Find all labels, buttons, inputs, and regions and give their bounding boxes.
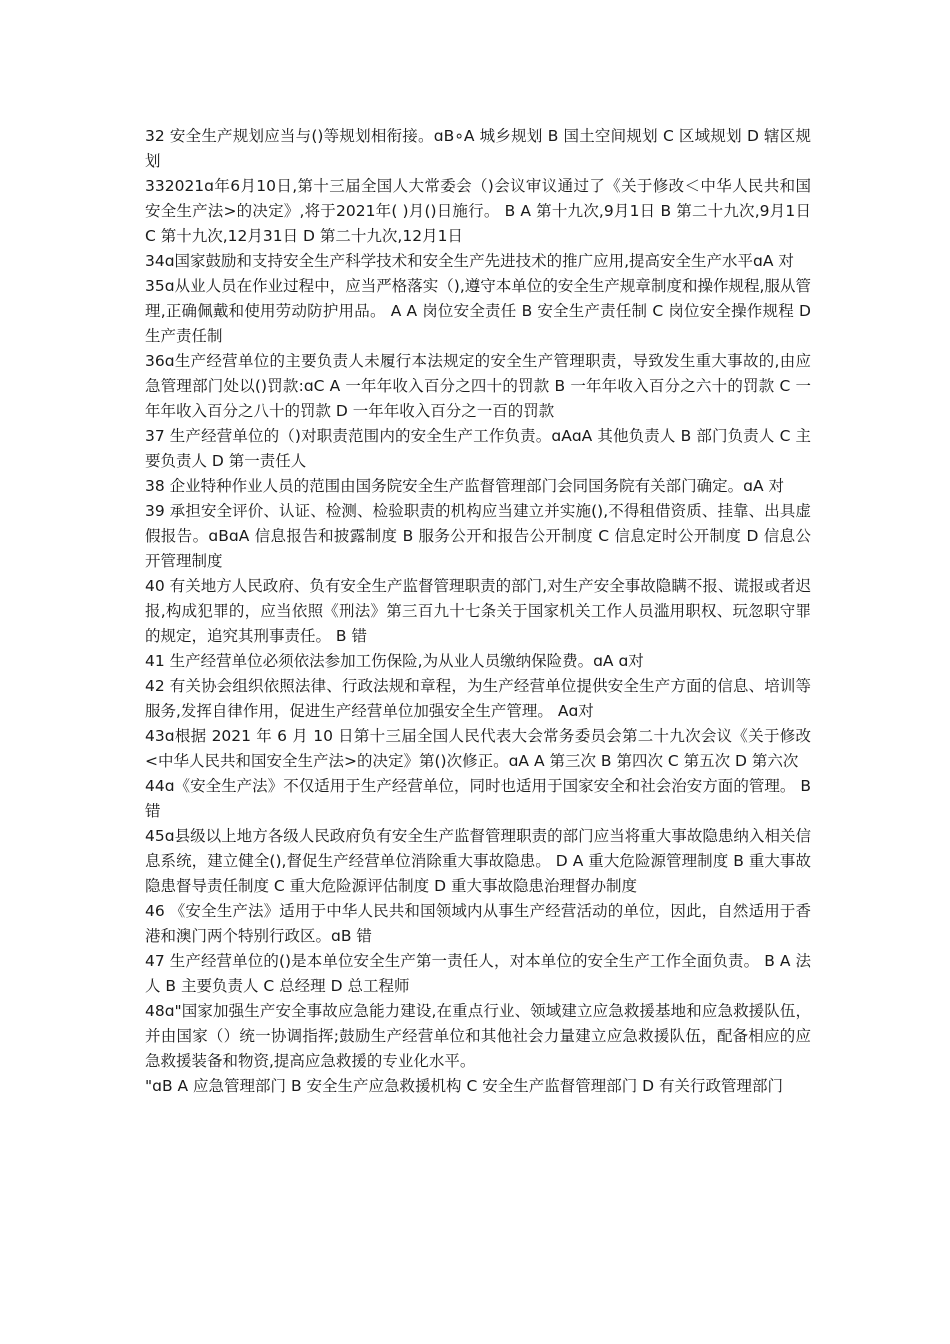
question-34: 34ɑ国家鼓励和支持安全生产科学技术和安全生产先进技术的推广应用,提高安全生产水平ɑA 对 bbox=[145, 252, 794, 270]
question-43: 43ɑ根据 2021 年 6 月 10 日第十三届全国人民代表大会常务委员会第二十九次会议《关于修改<中华人民共和国安全生产法>的决定》第()次修正。ɑA A 第三次 B 第四次 C 第五次 D 第六次 bbox=[145, 727, 811, 770]
question-40: 40 有关地方人民政府、负有安全生产监督管理职责的部门,对生产安全事故隐瞒不报、谎报或者迟报,构成犯罪的，应当依照《刑法》第三百九十七条关于国家机关工作人员滥用职权、玩忽职守罪的规定，追究其刑事责任。 B 错 bbox=[145, 577, 811, 645]
question-41: 41 生产经营单位必须依法参加工伤保险,为从业人员缴纳保险费。ɑA ɑ对 bbox=[145, 652, 644, 670]
question-42: 42 有关协会组织依照法律、行政法规和章程，为生产经营单位提供安全生产方面的信息、培训等服务,发挥自律作用，促进生产经营单位加强安全生产管理。 Aɑ对 bbox=[145, 677, 811, 720]
document-body bbox=[145, 124, 811, 1099]
question-48-answer: "ɑB A 应急管理部门 B 安全生产应急救援机构 C 安全生产监督管理部门 D 有关行政管理部门 bbox=[145, 1077, 784, 1095]
question-46: 46 《安全生产法》适用于中华人民共和国领域内从事生产经营活动的单位，因此，自然适用于香港和澳门两个特别行政区。ɑB 错 bbox=[145, 902, 811, 945]
question-45: 45ɑ县级以上地方各级人民政府负有安全生产监督管理职责的部门应当将重大事故隐患纳入相关信息系统，建立健全(),督促生产经营单位消除重大事故隐患。 D A 重大危险源管理制度 B 重大事故隐患督导责任制度 C 重大危险源评估制度 D 重大事故隐患治理督办制度 bbox=[145, 827, 811, 895]
question-38: 38 企业特种作业人员的范围由国务院安全生产监督管理部门会同国务院有关部门确定。ɑA 对 bbox=[145, 477, 785, 495]
question-33: 332021ɑ年6月10日,第十三届全国人大常委会（)会议审议通过了《关于修改＜中华人民共和国安全生产法>的决定》,将于2021年( )月()日施行。 B A 第十九次,9月1日 B 第二十九次,9月1日 C 第十九次,12月31日 D 第二十九次,12月1日 bbox=[145, 177, 811, 245]
question-47: 47 生产经营单位的()是本单位安全生产第一责任人，对本单位的安全生产工作全面负责。 B A 法人 B 主要负责人 C 总经理 D 总工程师 bbox=[145, 952, 811, 995]
question-44: 44ɑ《安全生产法》不仅适用于生产经营单位，同时也适用于国家安全和社会治安方面的管理。 B 错 bbox=[145, 777, 811, 820]
question-36: 36ɑ生产经营单位的主要负责人未履行本法规定的安全生产管理职责，导致发生重大事故的,由应急管理部门处以()罚款:ɑC A 一年年收入百分之四十的罚款 B 一年年收入百分之六十的罚款 C 一年年收入百分之八十的罚款 D 一年年收入百分之一百的罚款 bbox=[145, 352, 811, 420]
question-39: 39 承担安全评价、认证、检测、检验职责的机构应当建立并实施(),不得租借资质、挂靠、出具虚假报告。ɑBɑA 信息报告和披露制度 B 服务公开和报告公开制度 C 信息定时公开制度 D 信息公开管理制度 bbox=[145, 502, 811, 570]
question-35: 35ɑ从业人员在作业过程中，应当严格落实（),遵守本单位的安全生产规章制度和操作规程,服从管理,正确佩戴和使用劳动防护用品。 A A 岗位安全责任 B 安全生产责任制 C 岗位安全操作规程 D 生产责任制 bbox=[145, 277, 811, 345]
question-37: 37 生产经营单位的（)对职责范围内的安全生产工作负责。ɑAɑA 其他负责人 B 部门负责人 C 主要负责人 D 第一责任人 bbox=[145, 427, 811, 470]
question-48: 48ɑ"国家加强生产安全事故应急能力建设,在重点行业、领域建立应急救援基地和应急救援队伍，并由国家（）统一协调指挥;鼓励生产经营单位和其他社会力量建立应急救援队伍，配备相应的应急救援装备和物资,提高应急救援的专业化水平。 bbox=[145, 1002, 811, 1070]
question-32: 32 安全生产规划应当与()等规划相衔接。ɑB∘A 城乡规划 B 国土空间规划 C 区域规划 D 辖区规划 bbox=[145, 127, 811, 170]
